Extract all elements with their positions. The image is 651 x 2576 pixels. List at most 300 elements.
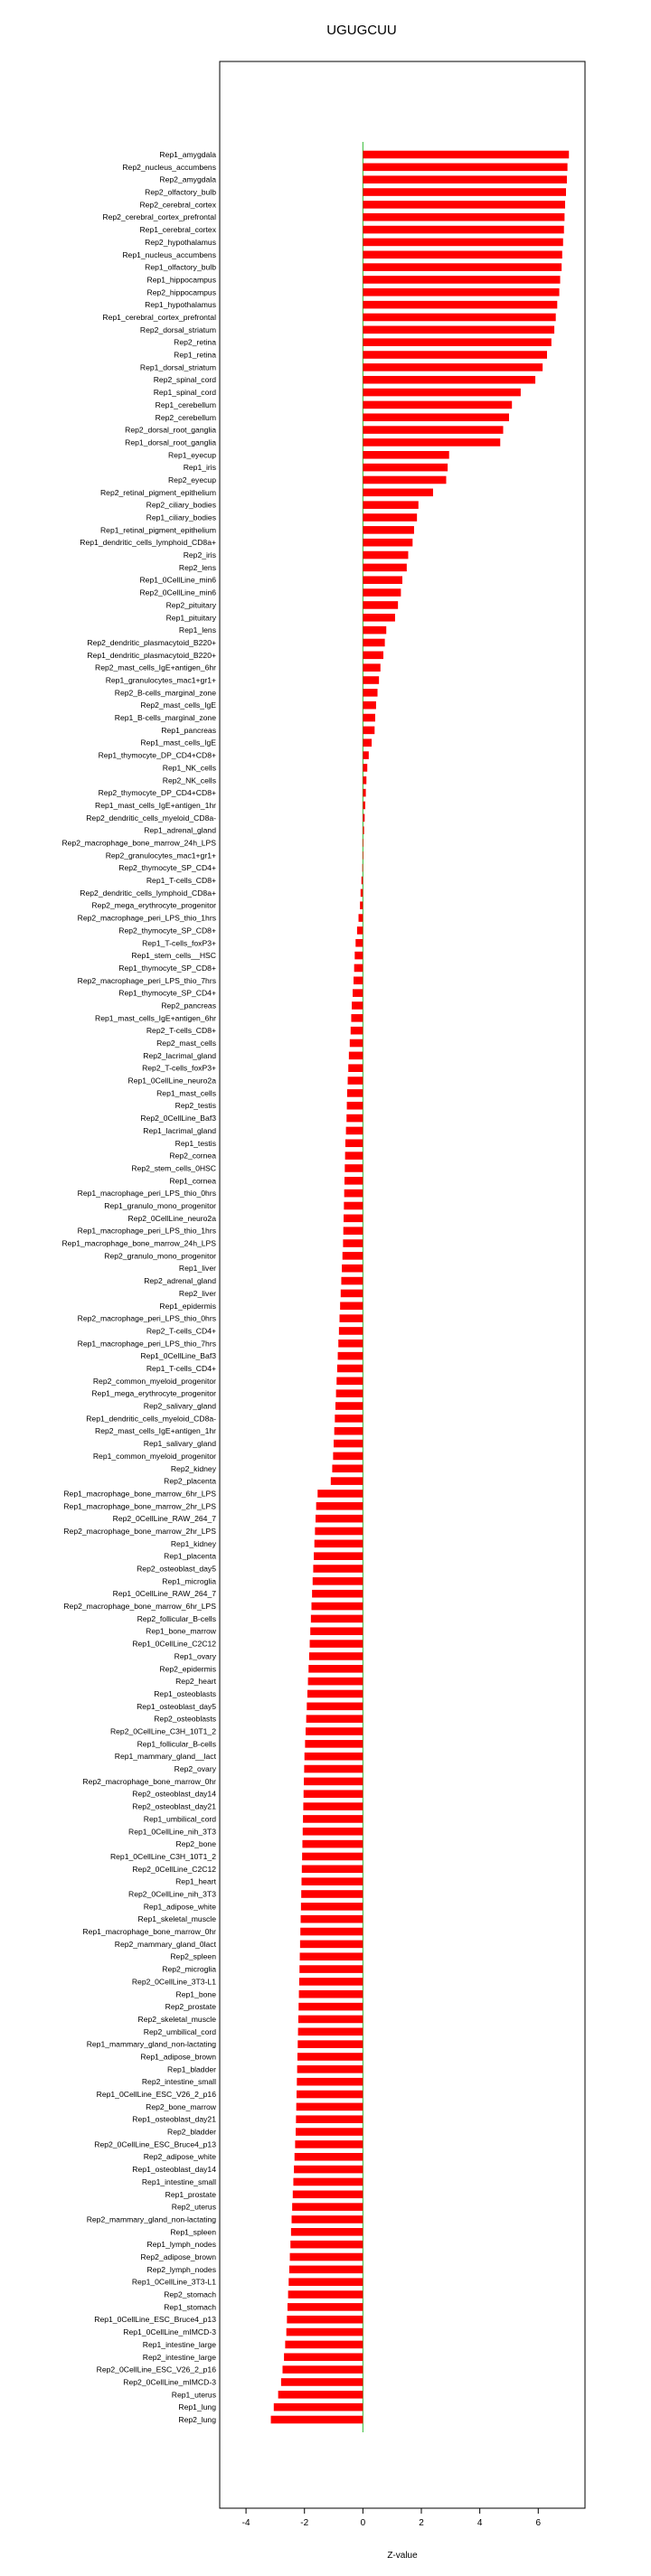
category-label: Rep2_placenta	[164, 1476, 216, 1486]
category-label: Rep2_bone_marrow	[146, 2101, 216, 2111]
category-label: Rep1_common_myeloid_progenitor	[92, 1451, 216, 1461]
category-label: Rep1_macrophage_bone_marrow_0hr	[82, 1927, 216, 1937]
category-label: Rep2_thymocyte_DP_CD4+CD8+	[98, 788, 216, 798]
category-label: Rep1_thymocyte_SP_CD8+	[118, 963, 216, 973]
bar	[361, 889, 363, 898]
category-label: Rep1_0CellLine_C2C12	[132, 1639, 216, 1649]
category-label: Rep1_follicular_B-cells	[137, 1739, 216, 1749]
category-label: Rep2_mast_cells_IgE+antigen_1hr	[94, 1426, 216, 1436]
bar	[363, 401, 512, 409]
category-label: Rep1_macrophage_bone_marrow_2hr_LPS	[63, 1501, 216, 1511]
category-label: Rep1_0CellLine_RAW_264_7	[112, 1589, 216, 1599]
category-label: Rep2_prostate	[165, 2002, 216, 2012]
bar	[363, 188, 566, 196]
category-label: Rep2_hypothalamus	[145, 237, 216, 247]
bar	[341, 1290, 363, 1298]
category-label: Rep2_intestine_large	[142, 2352, 216, 2362]
category-label: Rep2_cerebral_cortex_prefrontal	[102, 212, 216, 222]
category-label: Rep1_granulocytes_mac1+gr1+	[105, 675, 216, 685]
bar	[363, 526, 414, 534]
category-label: Rep2_ovary	[174, 1764, 216, 1774]
bar	[363, 564, 406, 572]
bar	[301, 1877, 363, 1885]
category-label: Rep1_epidermis	[159, 1301, 216, 1311]
category-label: Rep2_T-cells_foxP3+	[142, 1063, 216, 1073]
bar	[287, 2328, 363, 2336]
bar	[344, 1227, 363, 1235]
category-label: Rep2_0CellLine_3T3-L1	[131, 1977, 216, 1987]
bar	[363, 175, 567, 183]
category-label: Rep2_adipose_brown	[140, 2252, 216, 2262]
category-label: Rep1_osteoblast_day14	[132, 2165, 216, 2175]
bar	[363, 539, 412, 547]
category-label: Rep2_cerebral_cortex	[139, 200, 216, 210]
bar	[337, 1365, 363, 1373]
category-label: Rep1_adipose_white	[143, 1902, 216, 1912]
bar	[288, 2278, 363, 2286]
bar	[363, 513, 417, 522]
category-label: Rep2_macrophage_peri_LPS_thio_7hrs	[77, 975, 216, 985]
category-label: Rep2_mammary_gland_non-lactating	[86, 2214, 216, 2224]
bar	[291, 2228, 363, 2236]
category-label: Rep1_lens	[178, 625, 216, 635]
bar	[363, 201, 565, 209]
x-tick-label: 0	[360, 2518, 366, 2528]
category-label: Rep1_0CellLine_3T3-L1	[131, 2277, 216, 2287]
bar	[296, 2115, 363, 2123]
category-label: Rep2_umbilical_cord	[143, 2026, 216, 2036]
bar	[363, 314, 555, 322]
category-label: Rep1_cerebral_cortex	[139, 225, 216, 235]
bar	[310, 1627, 363, 1635]
bar	[271, 2416, 363, 2424]
bar	[290, 2241, 363, 2249]
category-label: Rep2_0CellLine_RAW_264_7	[112, 1514, 216, 1524]
bar	[363, 652, 383, 660]
bar	[302, 1866, 363, 1874]
category-label: Rep2_cornea	[169, 1151, 216, 1161]
bar	[359, 914, 363, 922]
category-label: Rep2_lymph_nodes	[146, 2264, 216, 2274]
bar	[353, 989, 363, 997]
bar	[309, 1652, 363, 1660]
bar	[363, 764, 367, 772]
x-tick-label: -2	[300, 2518, 309, 2528]
category-label: Rep1_cornea	[169, 1176, 216, 1186]
bar	[347, 1089, 363, 1097]
category-label: Rep1_hypothalamus	[145, 300, 216, 310]
category-label: Rep1_olfactory_bulb	[145, 262, 216, 272]
category-label: Rep2_spinal_cord	[153, 375, 216, 385]
category-label: Rep1_adipose_brown	[140, 2052, 216, 2062]
category-label: Rep1_iris	[183, 463, 216, 473]
bar	[300, 1952, 363, 1960]
category-label: Rep1_dorsal_root_ganglia	[125, 437, 216, 447]
category-label: Rep1_0CellLine_min6	[139, 575, 216, 585]
bar	[282, 2365, 363, 2374]
category-label: Rep1_dorsal_striatum	[139, 362, 216, 372]
bar	[362, 877, 363, 885]
bar	[315, 1540, 363, 1548]
category-label: Rep1_thymocyte_SP_CD4+	[118, 988, 216, 998]
bar	[300, 1941, 363, 1949]
bar	[363, 451, 448, 459]
category-label: Rep2_mammary_gland_0lact	[114, 1939, 216, 1949]
chart-title: UGUGCUU	[326, 23, 397, 38]
bar	[274, 2403, 363, 2411]
bar	[344, 1164, 363, 1172]
category-label: Rep2_NK_cells	[162, 776, 216, 785]
x-tick-label: 2	[419, 2518, 424, 2528]
bar	[340, 1302, 363, 1310]
category-label: Rep2_pancreas	[161, 1001, 216, 1011]
bar	[346, 1114, 363, 1123]
bar	[335, 1427, 363, 1435]
bar	[287, 2316, 363, 2324]
bar	[363, 276, 560, 284]
category-label: Rep1_T-cells_CD4+	[146, 1363, 216, 1373]
bar	[307, 1703, 363, 1711]
category-label: Rep1_T-cells_foxP3+	[142, 938, 216, 948]
bar	[363, 802, 365, 810]
category-label: Rep2_skeletal_muscle	[137, 2014, 216, 2024]
category-label: Rep1_mast_cells	[156, 1088, 216, 1098]
x-axis	[242, 2508, 542, 2528]
category-label: Rep2_macrophage_bone_marrow_0hr	[82, 1776, 216, 1786]
category-label: Rep1_bone	[175, 1989, 216, 1999]
bar	[338, 1340, 363, 1348]
bar	[351, 1027, 363, 1035]
bar	[363, 288, 559, 296]
category-label: Rep1_T-cells_CD8+	[146, 876, 216, 886]
category-label: Rep2_stomach	[164, 2289, 216, 2299]
category-label: Rep2_lens	[178, 562, 216, 572]
bar	[288, 2303, 363, 2311]
bar	[354, 964, 363, 973]
category-label: Rep2_dorsal_root_ganglia	[125, 425, 216, 435]
bar	[363, 164, 567, 172]
bar	[345, 1139, 363, 1147]
category-label: Rep2_osteoblast_day5	[137, 1564, 216, 1574]
bar	[363, 639, 384, 647]
category-label: Rep1_pituitary	[165, 613, 216, 623]
category-label: Rep2_dorsal_striatum	[139, 324, 216, 334]
category-label: Rep1_0CellLine_C3H_10T1_2	[109, 1851, 216, 1861]
category-label: Rep2_olfactory_bulb	[145, 187, 216, 197]
category-label: Rep1_mast_cells_IgE+antigen_6hr	[94, 1013, 216, 1023]
bar	[336, 1377, 363, 1386]
category-label: Rep2_0CellLine_nih_3T3	[128, 1889, 216, 1899]
category-label: Rep1_ovary	[174, 1651, 216, 1661]
bar	[297, 2103, 363, 2111]
bar	[297, 2091, 363, 2099]
category-label: Rep2_common_myeloid_progenitor	[92, 1376, 216, 1386]
bar	[281, 2378, 363, 2386]
bar	[288, 2290, 363, 2299]
bar	[363, 614, 395, 622]
bar	[348, 1064, 363, 1072]
bar	[312, 1590, 363, 1598]
category-label: Rep1_uterus	[171, 2390, 216, 2400]
bar	[332, 1464, 363, 1472]
category-label: Rep1_lacrimal_gland	[143, 1125, 216, 1135]
category-label: Rep2_0CellLine_C3H_10T1_2	[109, 1726, 216, 1736]
category-label: Rep2_mega_erythrocyte_progenitor	[91, 900, 216, 910]
category-label: Rep1_0CellLine_mIMCD-3	[123, 2327, 216, 2337]
category-label: Rep1_thymocyte_DP_CD4+CD8+	[98, 750, 216, 760]
category-label: Rep2_bone	[175, 1839, 216, 1849]
bar	[348, 1076, 363, 1085]
bar	[360, 901, 363, 909]
category-label: Rep1_dendritic_plasmacytoid_B220+	[87, 650, 216, 660]
bar	[314, 1552, 363, 1560]
bar	[363, 226, 563, 234]
category-label: Rep1_0CellLine_Baf3	[140, 1351, 216, 1361]
category-label: Rep2_hippocampus	[146, 287, 216, 297]
bar	[299, 1965, 363, 1973]
category-label: Rep2_follicular_B-cells	[137, 1613, 216, 1623]
category-label: Rep2_uterus	[171, 2202, 216, 2212]
category-label: Rep2_spleen	[170, 1951, 216, 1961]
bar	[307, 1715, 363, 1723]
category-label: Rep2_retinal_pigment_epithelium	[99, 487, 216, 497]
category-label: Rep1_bone_marrow	[146, 1626, 216, 1636]
bar	[341, 1277, 363, 1285]
bar	[303, 1828, 363, 1836]
bar	[363, 363, 542, 371]
bar	[296, 2128, 363, 2136]
category-label: Rep1_microglia	[162, 1576, 216, 1586]
category-label: Rep1_testis	[175, 1138, 216, 1148]
bar	[363, 213, 564, 221]
category-label: Rep2_macrophage_peri_LPS_thio_1hrs	[77, 913, 216, 923]
bar	[334, 1440, 363, 1448]
bar	[363, 714, 375, 722]
bar	[363, 588, 401, 597]
category-label: Rep1_0CellLine_neuro2a	[127, 1076, 216, 1086]
category-label: Rep2_mast_cells	[156, 1039, 216, 1048]
category-label: Rep2_mast_cells_IgE	[140, 700, 216, 710]
bar	[301, 1903, 363, 1911]
category-label: Rep2_eyecup	[167, 475, 216, 484]
bar	[363, 789, 365, 797]
category-label: Rep2_salivary_gland	[143, 1401, 216, 1411]
category-label: Rep1_mast_cells_IgE+antigen_1hr	[94, 800, 216, 810]
x-tick-label: 4	[476, 2518, 483, 2528]
category-label: Rep1_cerebral_cortex_prefrontal	[102, 312, 216, 322]
bar	[299, 1978, 363, 1986]
bar	[363, 438, 500, 447]
bar	[351, 1014, 363, 1022]
category-label: Rep2_macrophage_peri_LPS_thio_0hrs	[77, 1313, 216, 1323]
category-label: Rep1_nucleus_accumbens	[122, 249, 216, 259]
bar	[363, 626, 386, 635]
bar	[305, 1753, 363, 1761]
category-label: Rep1_macrophage_bone_marrow_6hr_LPS	[63, 1489, 216, 1499]
bar	[289, 2266, 363, 2274]
category-label: Rep1_intestine_small	[141, 2176, 216, 2186]
category-label: Rep1_amygdala	[159, 150, 216, 159]
bar	[293, 2178, 363, 2186]
category-label: Rep1_hippocampus	[146, 275, 216, 285]
bar	[305, 1740, 363, 1748]
bar	[363, 426, 503, 434]
bar	[284, 2353, 363, 2361]
category-label: Rep2_osteoblast_day14	[132, 1789, 216, 1799]
bar	[304, 1790, 363, 1798]
category-label: Rep2_lacrimal_gland	[143, 1050, 216, 1060]
category-label: Rep1_mammary_gland__lact	[114, 1752, 216, 1762]
category-label: Rep2_heart	[175, 1677, 216, 1687]
category-label: Rep2_retina	[174, 337, 216, 347]
bar	[363, 601, 398, 609]
bar	[363, 814, 364, 823]
bar	[336, 1389, 363, 1397]
bar	[363, 351, 547, 359]
category-label: Rep1_macrophage_peri_LPS_thio_1hrs	[77, 1226, 216, 1236]
bar	[363, 338, 551, 346]
bar	[363, 576, 402, 584]
bar	[278, 2391, 363, 2399]
bar	[344, 1215, 363, 1223]
bar	[293, 2190, 363, 2198]
bar	[303, 1802, 363, 1810]
bar	[313, 1577, 363, 1585]
category-label: Rep2_dendritic_plasmacytoid_B220+	[87, 637, 216, 647]
bar	[292, 2215, 363, 2223]
bar	[363, 751, 368, 759]
bar	[363, 663, 380, 672]
category-label: Rep1_B-cells_marginal_zone	[114, 713, 216, 723]
category-label: Rep2_ciliary_bodies	[146, 500, 216, 510]
category-label: Rep1_bladder	[167, 2064, 216, 2074]
category-label: Rep1_macrophage_peri_LPS_thio_7hrs	[77, 1339, 216, 1349]
bar	[316, 1515, 363, 1523]
category-label: Rep2_nucleus_accumbens	[122, 162, 216, 172]
x-tick-label: 6	[535, 2518, 542, 2528]
bar	[338, 1352, 363, 1360]
bar	[357, 926, 363, 935]
category-label: Rep1_placenta	[164, 1551, 216, 1561]
x-tick-label: -4	[241, 2518, 250, 2528]
category-label: Rep1_spleen	[170, 2227, 216, 2237]
bar	[302, 1840, 363, 1848]
category-label: Rep1_lung	[178, 2402, 216, 2412]
bar	[315, 1528, 363, 1536]
category-label: Rep2_kidney	[170, 1463, 216, 1473]
bar	[350, 1039, 363, 1048]
category-label: Rep1_0CellLine_nih_3T3	[128, 1827, 216, 1837]
bar	[295, 2153, 363, 2161]
bar	[344, 1189, 363, 1198]
category-label: Rep2_testis	[175, 1101, 216, 1111]
category-label: Rep2_granulocytes_mac1+gr1+	[105, 851, 216, 860]
category-label: Rep1_umbilical_cord	[143, 1814, 216, 1824]
category-label: Rep1_eyecup	[167, 450, 216, 460]
bar	[298, 2028, 363, 2036]
bar	[290, 2253, 363, 2261]
bar	[316, 1502, 363, 1510]
bar	[363, 676, 379, 684]
category-label: Rep1_mast_cells_IgE	[140, 738, 216, 747]
bar	[340, 1314, 363, 1322]
category-label: Rep1_NK_cells	[162, 763, 216, 773]
bar	[363, 326, 554, 334]
bar	[355, 939, 363, 947]
category-label: Rep2_T-cells_CD8+	[146, 1026, 216, 1036]
bar	[343, 1252, 363, 1260]
category-label: Rep2_iris	[183, 550, 216, 560]
bar	[354, 976, 363, 984]
bar	[304, 1778, 363, 1786]
x-axis-label: Z-value	[387, 2551, 418, 2561]
category-label: Rep1_spinal_cord	[153, 388, 216, 398]
category-label: Rep2_0CellLine_ESC_V26_2_p16	[96, 2364, 216, 2374]
category-label: Rep2_adrenal_gland	[144, 1276, 216, 1286]
bar	[363, 689, 377, 697]
bar	[297, 2053, 363, 2061]
bar	[354, 952, 363, 960]
bar	[300, 1928, 363, 1936]
category-label: Rep2_adipose_white	[143, 2152, 216, 2162]
category-label: Rep2_B-cells_marginal_zone	[114, 688, 216, 698]
bar	[363, 389, 521, 397]
category-label: Rep1_skeletal_muscle	[137, 1914, 216, 1924]
category-label: Rep1_osteoblasts	[154, 1688, 216, 1698]
category-label: Rep2_T-cells_CD4+	[146, 1326, 216, 1336]
bar	[363, 464, 448, 472]
bar	[352, 1001, 363, 1010]
category-label: Rep1_osteoblast_day21	[132, 2114, 216, 2124]
bar	[295, 2140, 363, 2148]
category-label: Rep2_microglia	[162, 1964, 216, 1974]
bar	[308, 1678, 363, 1686]
category-label: Rep1_mammary_gland_non-lactating	[86, 2039, 216, 2049]
bar	[294, 2166, 363, 2174]
category-label: Rep2_thymocyte_SP_CD8+	[118, 926, 216, 935]
bar	[363, 489, 433, 497]
category-label: Rep1_macrophage_peri_LPS_thio_0hrs	[77, 1189, 216, 1199]
bar	[363, 551, 408, 559]
category-label: Rep1_adrenal_gland	[144, 825, 216, 835]
bar	[311, 1615, 363, 1623]
category-label: Rep2_0CellLine_mIMCD-3	[123, 2377, 216, 2387]
category-label: Rep1_0CellLine_ESC_V26_2_p16	[96, 2090, 216, 2100]
category-label: Rep1_stem_cells__HSC	[131, 951, 216, 961]
category-label: Rep2_amygdala	[159, 174, 216, 184]
category-label: Rep1_salivary_gland	[143, 1439, 216, 1449]
bar	[347, 1102, 363, 1110]
bar	[297, 2040, 363, 2048]
bar	[363, 239, 562, 247]
category-label: Rep2_thymocyte_SP_CD4+	[118, 863, 216, 873]
category-label: Rep1_stomach	[164, 2302, 216, 2312]
category-label: Rep1_granulo_mono_progenitor	[104, 1201, 216, 1211]
category-label: Rep2_dendritic_cells_myeloid_CD8a-	[86, 813, 216, 823]
bar	[349, 1052, 363, 1060]
bar	[298, 2003, 363, 2011]
category-label: Rep2_0CellLine_C2C12	[132, 1864, 216, 1874]
category-label: Rep2_intestine_small	[141, 2077, 216, 2087]
bar	[344, 1177, 363, 1185]
category-label: Rep1_retinal_pigment_epithelium	[99, 525, 216, 535]
category-label: Rep1_0CellLine_ESC_Bruce4_p13	[94, 2315, 216, 2325]
bar	[285, 2341, 363, 2349]
bar	[335, 1415, 363, 1423]
category-label: Rep1_ciliary_bodies	[146, 512, 216, 522]
bar	[363, 376, 535, 384]
bar	[304, 1765, 363, 1773]
